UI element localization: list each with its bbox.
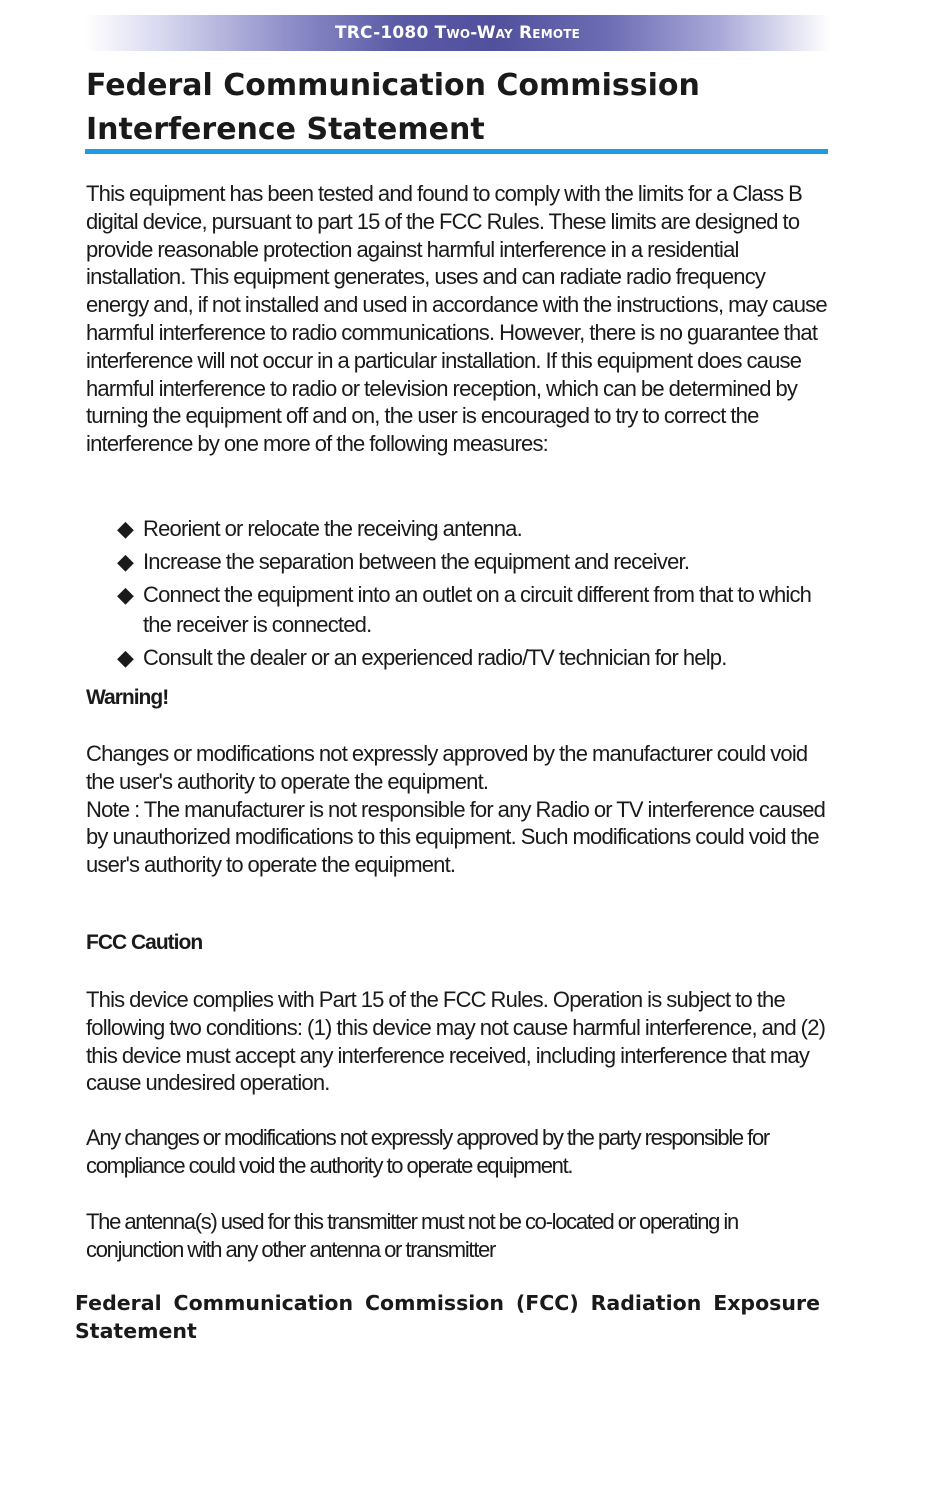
list-item-text: Increase the separation between the equipment and receiver. <box>143 549 690 574</box>
warning-paragraph <box>86 740 828 879</box>
caution-paragraph-1: This device complies with Part 15 of the FCC Rules. Operation is subject to the following two conditions: (1) this device may not cause harmful interference, and (2) this device must accept any interference received, including interference that may cause undesired operation. <box>86 987 826 1096</box>
list-item <box>115 643 815 673</box>
list-item-text: Reorient or relocate the receiving antenna. <box>143 516 522 541</box>
warning-heading: Warning! <box>86 686 169 709</box>
caution-paragraph-3: The antenna(s) used for this transmitter must not be co-located or operating in conjunction with any other antenna or transmitter <box>86 1209 738 1262</box>
diamond-bullet-icon: ◆ <box>117 646 134 671</box>
measures-list <box>115 514 815 676</box>
list-item-text: Connect the equipment into an outlet on a circuit different from that to which the receiver is connected. <box>143 582 812 637</box>
fcc-caution-heading: FCC Caution <box>86 931 203 954</box>
list-item <box>115 580 815 640</box>
page-title <box>86 64 826 152</box>
caution-paragraph-2: Any changes or modifications not expressly approved by the party responsible for compliance could void the authority to operate equipment. <box>86 1125 769 1178</box>
header-title: TRC-1080 Two-Way Remote <box>334 23 581 43</box>
intro-paragraph: This equipment has been tested and found to comply with the limits for a Class B digital device, pursuant to part 15 of the FCC Rules. These limits are designed to provide reasonable protection against harmful interference in a residential installation. This equipment generates, uses and can radiate radio frequency energy and, if not installed and used in accordance with the instructions, may cause harmful interference to radio communications. However, there is no guarantee that interference will not occur in a particular installation. If this equipment does cause harmful interference to radio or television reception, which can be determined by turning the equipment off and on, the user is encouraged to try to correct the interference by one more of the following measures: <box>86 181 827 457</box>
list-item <box>115 514 815 544</box>
list-item <box>115 547 815 577</box>
list-item-text: Consult the dealer or an experienced radio/TV technician for help. <box>143 645 727 670</box>
radiation-exposure-heading: Federal Communication Commission (FCC) Radiation Exposure Statement <box>75 1291 820 1343</box>
title-underline <box>85 149 828 154</box>
diamond-bullet-icon: ◆ <box>117 517 134 542</box>
diamond-bullet-icon: ◆ <box>117 583 134 608</box>
header-band <box>85 15 830 51</box>
page-title-line-1: Federal Communication Commission <box>86 68 700 103</box>
diamond-bullet-icon: ◆ <box>117 550 134 575</box>
page-title-line-2: Interference Statement <box>86 112 485 147</box>
warning-note: Note : The manufacturer is not responsible for any Radio or TV interference caused by unauthorized modifications to this equipment. Such modifications could void the user's authority to operate the equipment. <box>86 796 826 878</box>
warning-line-1: Changes or modifications not expressly approved by the manufacturer could void the user's authority to operate the equipment. <box>86 741 808 794</box>
